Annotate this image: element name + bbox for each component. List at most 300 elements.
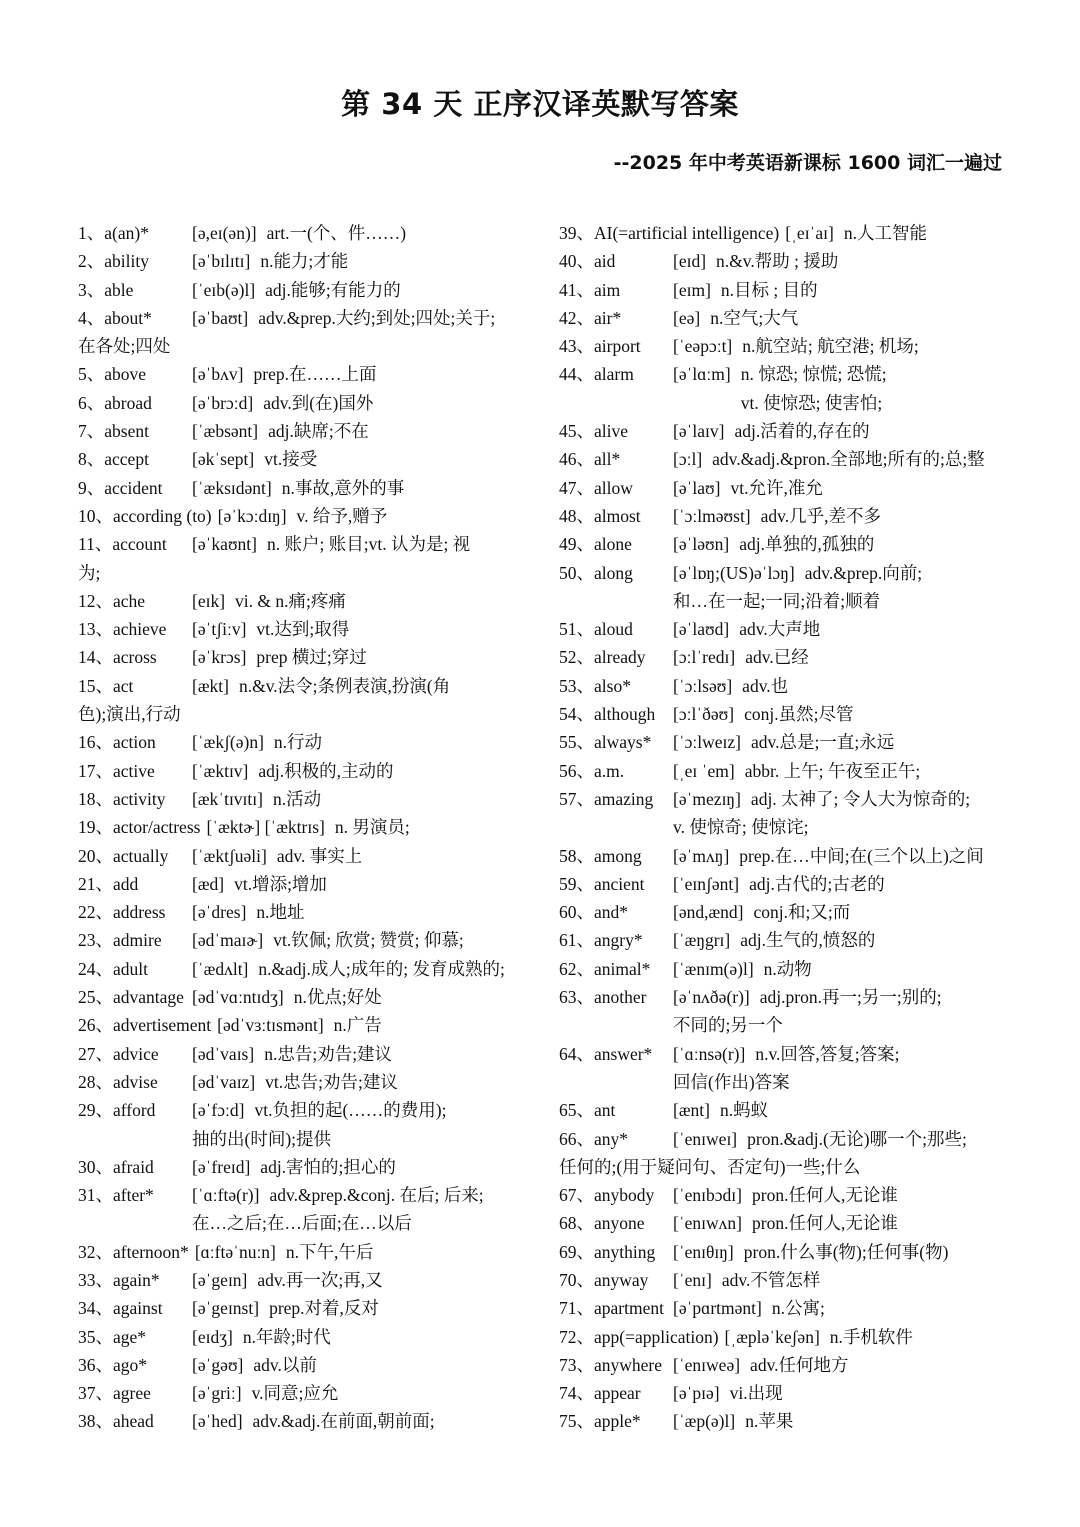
entry-phonetic: [ˈɔːlweɪz]: [673, 732, 742, 753]
entry-phonetic: [eɪdʒ]: [192, 1326, 233, 1347]
entry-word: 34、against: [78, 1298, 163, 1319]
entry-phonetic: [ɑːftəˈnuːn]: [194, 1241, 276, 1262]
entry-definition-continued: 任何的;(用于疑问句、否定句)一些;什么: [559, 1156, 861, 1177]
entry-word: 28、advise: [78, 1071, 158, 1092]
entry-definition: vt.接受: [264, 449, 318, 470]
entry-word: 60、and*: [559, 902, 629, 923]
entry-line: [78, 1323, 528, 1351]
entry-definition: n.公寓;: [771, 1298, 825, 1319]
entry-word: 32、afternoon*: [78, 1241, 189, 1262]
vocab-entry: [559, 1096, 1009, 1124]
entry-phonetic: [eə]: [673, 307, 701, 328]
entry-definition: v. 给予,赠予: [296, 505, 388, 526]
entry-word: 69、anything: [559, 1241, 656, 1262]
entry-definition: n.广告: [333, 1015, 382, 1036]
entry-word: 42、air*: [559, 307, 622, 328]
entry-phonetic: [əˈlaɪv]: [673, 421, 725, 442]
entry-line: [559, 360, 1009, 388]
entry-word: 53、also*: [559, 675, 631, 696]
entry-line: [559, 502, 1009, 530]
entry-word: 49、alone: [559, 534, 632, 555]
entry-word: 74、appear: [559, 1383, 641, 1404]
vocab-entry: [78, 785, 528, 813]
entry-line: [559, 757, 1009, 785]
entry-phonetic: [əkˈsept]: [192, 449, 255, 470]
entry-line: [78, 1407, 528, 1435]
entry-definition: n.下午,午后: [285, 1241, 374, 1262]
entry-definition-continued: 不同的;另一个: [673, 1015, 783, 1036]
entry-continuation: [559, 813, 1009, 841]
entry-line: [559, 1379, 1009, 1407]
entry-word: 52、already: [559, 647, 646, 668]
entry-phonetic: [əˈnʌðə(r)]: [673, 987, 750, 1008]
entry-phonetic: [əˈkrɔs]: [192, 647, 247, 668]
entry-phonetic: [ˈæbsənt]: [192, 421, 259, 442]
entry-definition: n.人工智能: [843, 223, 927, 243]
entry-line: [559, 445, 1009, 473]
entry-phonetic: [əˈdres]: [192, 902, 247, 923]
vocab-entry: [559, 360, 1009, 417]
vocab-entry: [78, 1407, 528, 1435]
entry-phonetic: [ədˈvaɪs]: [192, 1043, 255, 1064]
entry-word: 33、again*: [78, 1269, 160, 1290]
vocab-entry: [78, 502, 528, 530]
entry-definition-continued: 为;: [78, 562, 101, 583]
entry-line: [78, 1096, 528, 1124]
entry-phonetic: [ˌæpləˈkeʃən]: [724, 1326, 820, 1347]
entry-word: 5、above: [78, 364, 147, 385]
entry-phonetic: [əˈkaʊnt]: [192, 534, 257, 555]
entry-definition-continued: 抽的出(时间);提供: [192, 1128, 332, 1149]
entry-word: 8、accept: [78, 449, 149, 470]
entry-phonetic: [ˈækʃ(ə)n]: [192, 732, 264, 753]
entry-phonetic: [əˈkɔːdɪŋ]: [217, 505, 287, 526]
vocab-entry: [559, 700, 1009, 728]
entry-line: [78, 643, 528, 671]
entry-definition: adv.总是;一直;永远: [751, 732, 895, 753]
entry-definition: v.同意;应允: [251, 1383, 339, 1404]
vocab-entry: [78, 417, 528, 445]
entry-continuation: [559, 389, 1009, 417]
entry-word: 11、account: [78, 534, 167, 555]
entry-definition: adv.&prep.向前;: [804, 562, 923, 583]
vocab-entry: [78, 672, 528, 729]
vocab-entry: [78, 983, 528, 1011]
entry-definition: n.&v.法令;条例表演,扮演(角: [238, 675, 451, 696]
vocab-entry: [78, 728, 528, 756]
entry-definition: vi. & n.痛;疼痛: [235, 590, 346, 611]
entry-definition: adj.单独的,孤独的: [739, 534, 875, 555]
entry-word: 44、alarm: [559, 364, 634, 385]
entry-word: 59、ancient: [559, 873, 645, 894]
entry-phonetic: [ˈæktɪv]: [192, 760, 249, 781]
entry-phonetic: [æd]: [192, 873, 225, 894]
entry-word: 19、actor/actress: [78, 817, 201, 838]
entry-line: [78, 672, 528, 700]
entry-word: 39、AI(=artificial intelligence): [559, 223, 780, 243]
right-column: [559, 219, 1009, 1436]
entry-line: [78, 757, 528, 785]
entry-definition: abbr. 上午; 午夜至正午;: [744, 760, 921, 781]
entry-phonetic: [ənd,ænd]: [673, 902, 744, 923]
entry-definition: pron.&adj.(无论)哪一个;那些;: [747, 1128, 967, 1149]
entry-word: 24、adult: [78, 958, 148, 979]
vocab-entry: [559, 785, 1009, 842]
entry-definition: adj.pron.再一;另一;别的;: [759, 987, 942, 1008]
entry-definition-continued: v. 使惊奇; 使惊诧;: [673, 817, 809, 838]
entry-line: [559, 304, 1009, 332]
entry-word: 75、apple*: [559, 1411, 641, 1432]
entry-phonetic: [eɪk]: [192, 590, 226, 611]
entry-phonetic: [eɪd]: [673, 251, 707, 272]
entry-line: [559, 1294, 1009, 1322]
entry-line: [78, 1181, 528, 1209]
entry-word: 46、all*: [559, 449, 621, 470]
entry-word: 63、another: [559, 987, 647, 1008]
left-column: [78, 219, 528, 1436]
entry-word: 56、a.m.: [559, 760, 625, 781]
vocab-entry: [78, 926, 528, 954]
vocab-entry: [78, 757, 528, 785]
entry-definition: n.蚂蚁: [719, 1100, 769, 1121]
entry-definition: conj.和;又;而: [753, 902, 851, 923]
entry-phonetic: [əˈfɔːd]: [192, 1100, 245, 1121]
entry-line: [78, 445, 528, 473]
entry-phonetic: [ˈeɪb(ə)l]: [192, 279, 256, 300]
entry-line: [78, 1040, 528, 1068]
page-subtitle: --2025 年中考英语新课标 1600 词汇一遍过: [613, 152, 1002, 174]
entry-word: 17、active: [78, 760, 155, 781]
entry-word: 66、any*: [559, 1128, 629, 1149]
entry-definition: vt.忠告;劝告;建议: [265, 1071, 398, 1092]
entry-definition: adv.到(在)国外: [263, 392, 374, 413]
entry-phonetic: [ˈenɪwʌn]: [673, 1213, 743, 1234]
entry-phonetic: [əˈmezɪŋ]: [673, 788, 741, 809]
entry-word: 4、about*: [78, 307, 152, 328]
entry-phonetic: [ˈenɪweɪ]: [673, 1128, 738, 1149]
entry-definition: prep 横过;穿过: [256, 647, 367, 668]
entry-line: [78, 615, 528, 643]
entry-phonetic: [əˈmʌŋ]: [673, 845, 730, 866]
entry-definition: adv.&adj.&pron.全部地;所有的;总;整: [712, 449, 985, 470]
entry-definition: prep.在…中间;在(三个以上)之间: [739, 845, 984, 866]
entry-line: [559, 1209, 1009, 1237]
vocab-entry: [559, 530, 1009, 558]
entry-line: [559, 615, 1009, 643]
entry-phonetic: [əˈlaʊd]: [673, 619, 730, 640]
vocab-entry: [559, 445, 1009, 473]
vocab-entry: [78, 389, 528, 417]
entry-phonetic: [ədˈvɑːntɪdʒ]: [192, 987, 284, 1008]
entry-definition: art.一(个、件……): [266, 223, 407, 243]
vocab-entry: [559, 955, 1009, 983]
vocab-entry: [78, 1379, 528, 1407]
entry-line: [559, 1096, 1009, 1124]
entry-phonetic: [ˈæp(ə)l]: [673, 1411, 736, 1432]
entry-line: [559, 672, 1009, 700]
vocab-entry: [78, 1238, 528, 1266]
entry-definition: adv. 事实上: [276, 845, 363, 866]
entry-line: [559, 332, 1009, 360]
entry-line: [559, 1266, 1009, 1294]
entry-line: [78, 926, 528, 954]
entry-word: 40、aid: [559, 251, 616, 272]
vocab-entry: [78, 842, 528, 870]
entry-phonetic: [əˈlaʊ]: [673, 477, 721, 498]
entry-definition: n.能力;才能: [260, 251, 349, 272]
entry-phonetic: [ˈæktʃuəli]: [192, 845, 267, 866]
entry-definition-continued: vt. 使惊恐; 使害怕;: [740, 392, 883, 413]
entry-continuation: [559, 587, 1009, 615]
entry-word: 1、a(an)*: [78, 223, 149, 243]
entry-line: [78, 587, 528, 615]
entry-line: [78, 389, 528, 417]
vocab-entry: [559, 1209, 1009, 1237]
entry-phonetic: [əˈbɪlɪtɪ]: [192, 251, 251, 272]
entry-line: [559, 276, 1009, 304]
vocab-entry: [559, 757, 1009, 785]
entry-phonetic: [ˈɔːlməʊst]: [673, 505, 751, 526]
vocab-entry: [559, 417, 1009, 445]
entry-line: [78, 983, 528, 1011]
entry-definition: adv.已经: [745, 647, 809, 668]
entry-word: 67、anybody: [559, 1185, 655, 1206]
entry-phonetic: [ədˈvaɪz]: [192, 1071, 256, 1092]
entry-continuation: [78, 1209, 528, 1237]
entry-definition: n.空气;大气: [710, 307, 799, 328]
entry-definition: adv.几乎,差不多: [760, 505, 882, 526]
entry-line: [559, 955, 1009, 983]
vocab-entry: [78, 1294, 528, 1322]
entry-definition: prep.在……上面: [253, 364, 377, 385]
entry-line: [78, 1351, 528, 1379]
vocab-entry: [78, 1096, 528, 1153]
entry-definition: vt.达到;取得: [256, 619, 350, 640]
entry-phonetic: [ˈenɪ]: [673, 1269, 712, 1290]
entry-word: 20、actually: [78, 845, 169, 866]
entry-continuation: [78, 1125, 528, 1153]
entry-phonetic: [əˈfreɪd]: [192, 1156, 251, 1177]
vocab-entry: [78, 1181, 528, 1238]
entry-phonetic: [ˈæksɪdənt]: [192, 477, 272, 498]
entry-line: [559, 1181, 1009, 1209]
entry-definition: pron.什么事(物);任何事(物): [743, 1241, 949, 1262]
entry-word: 57、amazing: [559, 788, 654, 809]
entry-word: 35、age*: [78, 1326, 147, 1347]
entry-definition: adv.再一次;再,又: [257, 1269, 383, 1290]
entry-word: 47、allow: [559, 477, 633, 498]
vocab-entry: [559, 304, 1009, 332]
entry-definition: adj.生气的,愤怒的: [740, 930, 876, 951]
entry-definition-continued: 在…之后;在…后面;在…以后: [192, 1213, 412, 1234]
entry-word: 68、anyone: [559, 1213, 645, 1234]
entry-continuation: [78, 559, 528, 587]
entry-line: [78, 219, 528, 247]
entry-definition: conj.虽然;尽管: [744, 704, 854, 725]
entry-line: [559, 898, 1009, 926]
entry-line: [78, 1011, 528, 1039]
vocab-entry: [78, 360, 528, 388]
entry-phonetic: [ˈenɪbɔdɪ]: [673, 1185, 742, 1206]
entry-word: 16、action: [78, 732, 156, 753]
entry-word: 72、app(=application): [559, 1326, 719, 1347]
entry-word: 27、advice: [78, 1043, 159, 1064]
entry-line: [559, 926, 1009, 954]
entry-word: 50、along: [559, 562, 633, 583]
entry-line: [559, 700, 1009, 728]
vocab-entry: [559, 502, 1009, 530]
entry-line: [78, 304, 528, 332]
entry-phonetic: [ækt]: [192, 675, 229, 696]
vocab-entry: [78, 1323, 528, 1351]
entry-word: 55、always*: [559, 732, 652, 753]
vocab-entry: [559, 332, 1009, 360]
entry-line: [559, 1407, 1009, 1435]
entry-definition: adv.任何地方: [750, 1354, 849, 1375]
entry-phonetic: [əˈbaʊt]: [192, 307, 249, 328]
entry-definition: prep.对着,反对: [269, 1298, 379, 1319]
entry-line: [78, 474, 528, 502]
entry-definition: adj.积极的,主动的: [258, 760, 394, 781]
entry-word: 9、accident: [78, 477, 163, 498]
entry-definition: adv.&adj.在前面,朝前面;: [252, 1411, 435, 1432]
entry-continuation: [559, 1153, 1009, 1181]
entry-line: [559, 247, 1009, 275]
entry-phonetic: [əˈgeɪn]: [192, 1269, 248, 1290]
entry-definition-continued: 色);演出,行动: [78, 704, 181, 725]
entry-word: 25、advantage: [78, 987, 184, 1008]
entry-definition: n.忠告;劝告;建议: [264, 1043, 393, 1064]
entry-line: [78, 1068, 528, 1096]
entry-word: 12、ache: [78, 590, 146, 611]
entry-line: [559, 983, 1009, 1011]
entry-line: [559, 1323, 1009, 1351]
vocab-entry: [78, 1153, 528, 1181]
entry-definition: n.苹果: [745, 1411, 794, 1432]
vocab-entry: [78, 1351, 528, 1379]
entry-definition: n. 惊恐; 惊慌; 恐慌;: [740, 364, 887, 385]
entry-line: [78, 417, 528, 445]
entry-word: 41、aim: [559, 279, 621, 300]
entry-phonetic: [ˌeɪ ˈem]: [673, 760, 735, 781]
entry-word: 18、activity: [78, 788, 166, 809]
entry-line: [78, 870, 528, 898]
entry-phonetic: [ə,eɪ(ən)]: [192, 223, 257, 243]
entry-definition: n.地址: [256, 902, 305, 923]
vocab-entry: [78, 276, 528, 304]
entry-definition: adj. 太神了; 令人大为惊奇的;: [750, 788, 971, 809]
entry-definition: vt.钦佩; 欣赏; 赞赏; 仰慕;: [273, 930, 464, 951]
entry-word: 38、ahead: [78, 1411, 154, 1432]
entry-definition: vi.出现: [729, 1383, 783, 1404]
entry-phonetic: [ˈæŋgrɪ]: [673, 930, 731, 951]
entry-phonetic: [əˈbrɔːd]: [192, 392, 254, 413]
entry-definition: adv.大声地: [739, 619, 821, 640]
vocab-entry: [559, 926, 1009, 954]
entry-definition: n.优点;好处: [293, 987, 382, 1008]
entry-phonetic: [ɔːlˈredɪ]: [673, 647, 736, 668]
vocab-entry: [559, 1323, 1009, 1351]
vocab-entry: [559, 898, 1009, 926]
entry-definition: vt.负担的起(……的费用);: [254, 1100, 447, 1121]
entry-phonetic: [əˈlɒŋ;(US)əˈlɔŋ]: [673, 562, 795, 583]
entry-line: [559, 1040, 1009, 1068]
entry-definition-continued: 回信(作出)答案: [673, 1071, 790, 1092]
entry-phonetic: [ˈænɪm(ə)l]: [673, 958, 754, 979]
vocab-entry: [559, 728, 1009, 756]
entry-phonetic: [ækˈtɪvɪtɪ]: [192, 788, 263, 809]
entry-phonetic: [əˈgriː]: [192, 1383, 242, 1404]
vocab-entry: [78, 219, 528, 247]
entry-phonetic: [ænt]: [673, 1100, 710, 1121]
entry-definition: n.活动: [272, 788, 322, 809]
entry-line: [559, 530, 1009, 558]
entry-phonetic: [ˈɑːftə(r)]: [192, 1185, 260, 1206]
vocab-entry: [559, 842, 1009, 870]
entry-word: 3、able: [78, 279, 134, 300]
entry-word: 31、after*: [78, 1185, 154, 1206]
entry-definition: adj.古代的;古老的: [749, 873, 885, 894]
entry-line: [78, 276, 528, 304]
entry-line: [78, 813, 528, 841]
entry-word: 22、address: [78, 902, 166, 923]
vocab-entry: [78, 813, 528, 841]
entry-definition: n.v.回答,答复;答案;: [755, 1043, 900, 1064]
entry-phonetic: [ˈædʌlt]: [192, 958, 249, 979]
entry-phonetic: [əˈləʊn]: [673, 534, 730, 555]
vocab-entry: [78, 1011, 528, 1039]
entry-word: 48、almost: [559, 505, 641, 526]
entry-word: 73、anywhere: [559, 1354, 663, 1375]
entry-phonetic: [ədˈvɜːtɪsmənt]: [217, 1015, 324, 1036]
entry-phonetic: [əˈpɪə]: [673, 1383, 720, 1404]
entry-line: [559, 417, 1009, 445]
entry-definition: n.&adj.成人;成年的; 发育成熟的;: [258, 958, 505, 979]
entry-word: 26、advertisement: [78, 1015, 212, 1036]
vocab-entry: [78, 1040, 528, 1068]
vocab-entry: [559, 1294, 1009, 1322]
vocab-entry: [559, 559, 1009, 616]
entry-continuation: [559, 1068, 1009, 1096]
entry-definition: n.动物: [763, 958, 812, 979]
vocab-entry: [78, 615, 528, 643]
entry-definition: n. 账户; 账目;vt. 认为是; 视: [266, 534, 471, 555]
entry-line: [78, 728, 528, 756]
entry-phonetic: [ɔːl]: [673, 449, 703, 470]
vocab-entry: [559, 672, 1009, 700]
vocab-entry: [559, 1379, 1009, 1407]
entry-continuation: [78, 700, 528, 728]
entry-word: 30、afraid: [78, 1156, 154, 1177]
entry-word: 15、act: [78, 675, 134, 696]
entry-word: 70、anyway: [559, 1269, 649, 1290]
entry-definition: n.航空站; 航空港; 机场;: [742, 336, 919, 357]
entry-line: [559, 474, 1009, 502]
entry-phonetic: [ˌeɪˈaɪ]: [785, 223, 834, 243]
entry-definition-continued: 在各处;四处: [78, 336, 171, 357]
vocab-entry: [559, 1266, 1009, 1294]
vocab-entry: [78, 643, 528, 671]
entry-phonetic: [eɪm]: [673, 279, 711, 300]
entry-line: [78, 1294, 528, 1322]
entry-word: 21、add: [78, 873, 139, 894]
entry-definition-continued: 和…在一起;一同;沿着;顺着: [673, 590, 881, 611]
vocab-entry: [78, 898, 528, 926]
entry-phonetic: [əˈgeɪnst]: [192, 1298, 260, 1319]
vocab-entry: [78, 1068, 528, 1096]
entry-word: 45、alive: [559, 421, 629, 442]
entry-word: 6、abroad: [78, 392, 152, 413]
